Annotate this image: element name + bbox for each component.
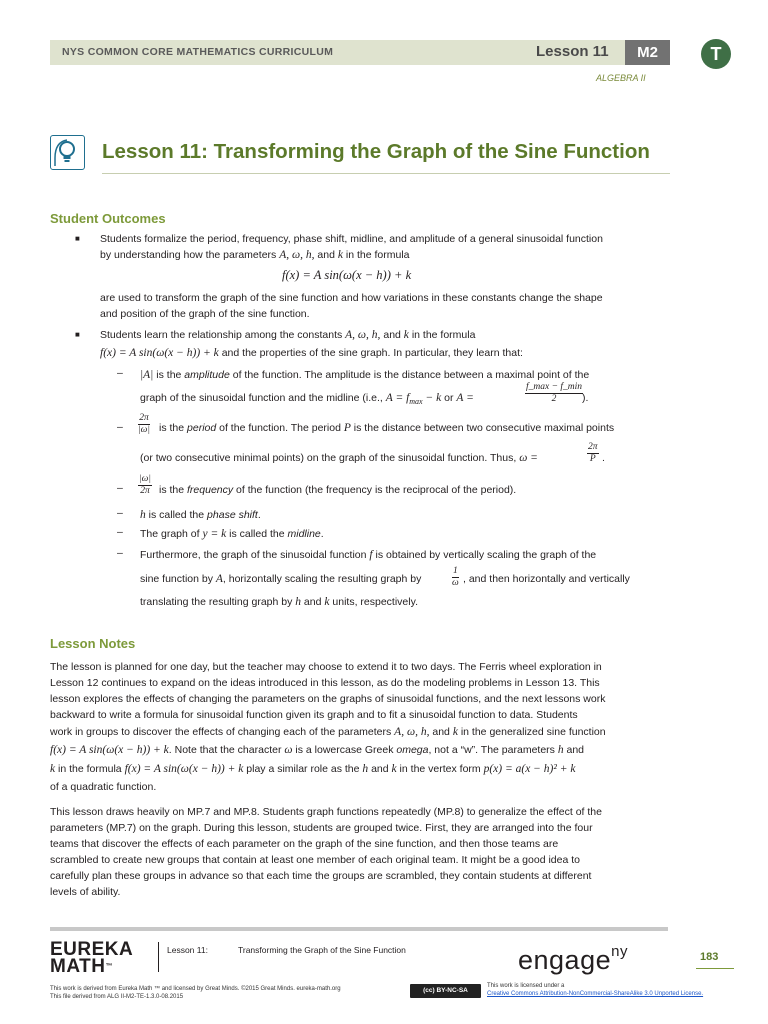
- engageny-logo: engage$^{ny}$: [518, 943, 628, 975]
- outcome-2-line-2: f(x) = A sin(ω(x − h)) + k and the properties of the sine graph. In particular, they learn that:: [100, 347, 523, 359]
- notes-p1-line-7: k in the formula f(x) = A sin(ω(x − h)) + k play a similar role as the h and k in the vertex form p(x) = a(x − h)² + k: [50, 763, 576, 775]
- midline-line: The graph of y = k is called the midline.: [140, 528, 324, 540]
- license-link[interactable]: Creative Commons Attribution-NonCommercial-ShareAlike 3.0 Unported License.: [487, 991, 704, 997]
- period-line-1: is the period of the function. The period P is the distance between two consecutive maximal points: [159, 422, 615, 434]
- title-rule: [102, 173, 670, 174]
- outcome-1-line-4: and position of the graph of the sine function.: [100, 308, 310, 320]
- notes-p1-line-5: work in groups to discover the effects of changing each of the parameters A, ω, h, and k in the generalized sine function: [50, 726, 606, 738]
- license-text: This work is licensed under a: [487, 983, 565, 989]
- page-number: 183: [700, 951, 719, 963]
- dash-marker: –: [117, 367, 123, 379]
- footer-legal-line-1: This work is derived from Eureka Math ™ and licensed by Great Minds. ©2015 Great Minds. eureka-math.org: [50, 986, 341, 992]
- frequency-line: is the frequency of the function (the frequency is the reciprocal of the period).: [159, 484, 517, 496]
- bullet-marker: ■: [75, 330, 80, 339]
- scaling-line-1: Furthermore, the graph of the sinusoidal function f is obtained by vertically scaling the graph of the: [140, 549, 597, 561]
- notes-p2-line-4: scrambled to create new groups that contain at least one member of each original team. It might be a good idea to: [50, 854, 580, 866]
- bullet-marker: ■: [75, 234, 80, 243]
- lesson-notes-heading: Lesson Notes: [50, 636, 136, 651]
- notes-p1-line-4: backward to write a formula for sinusoidal function given its graph and to fit a sinusoidal function to data. Students: [50, 709, 578, 721]
- scaling-line-2a: sine function by A, horizontally scaling the resulting graph by: [140, 573, 422, 585]
- scaling-line-3: translating the resulting graph by h and k units, respectively.: [140, 596, 418, 608]
- amplitude-line-2: graph of the sinusoidal function and the midline (i.e., $A = f_{max} - k$ or A =: [140, 392, 474, 407]
- amplitude-fraction: f_max − f_min 2: [526, 382, 583, 404]
- general-sine-formula: f(x) = A sin(ω(x − h)) + k: [282, 268, 412, 282]
- notes-p1-line-8: of a quadratic function.: [50, 781, 157, 793]
- lightbulb-icon: [50, 135, 85, 170]
- notes-p1-line-1: The lesson is planned for one day, but the teacher may choose to extend it to two days. The Ferris wheel exploration in: [50, 661, 602, 673]
- frequency-fraction: $\frac{|\omega|}{2\pi}$: [139, 474, 151, 496]
- page-number-rule: [696, 968, 734, 969]
- outcome-1-line-1: Students formalize the period, frequency, phase shift, midline, and amplitude of a general sinusoidal function: [100, 233, 603, 245]
- footer-lesson-label: Lesson 11:: [167, 945, 208, 955]
- notes-p1-line-2: Lesson 12 continues to expand on the ideas introduced in this lesson, as do the modeling problems in Lesson 13. This: [50, 677, 600, 689]
- student-outcomes-heading: Student Outcomes: [50, 211, 166, 226]
- period-fraction: $\frac{2\pi}{|\omega|}$: [138, 413, 150, 435]
- eureka-math-logo: EUREKA MATH™: [50, 939, 134, 977]
- lesson-label: Lesson 11: [536, 43, 609, 60]
- cc-license-icon: (cc) BY-NC-SA: [410, 984, 481, 998]
- page-title: Lesson 11: Transforming the Graph of the Sine Function: [102, 140, 650, 163]
- omega-fraction: $\frac{2\pi}{P}$: [588, 442, 598, 464]
- dash-marker: –: [117, 482, 123, 494]
- notes-p2-line-5: carefully plan these groups in advance so that each time the groups are scrambled, they contain students at different: [50, 870, 592, 882]
- notes-p1-line-3: lesson explores the effects of changing the parameters on the graphs of sinusoidal functions, and the next lessons work: [50, 693, 606, 705]
- amplitude-line-2-end: ).: [582, 392, 589, 404]
- dash-marker: –: [117, 421, 123, 433]
- notes-p2-line-3: teams that discover the effects of each parameter on the graph of the sine function, and then those teams are: [50, 838, 559, 850]
- amplitude-line-1: |A| is the amplitude of the function. The amplitude is the distance between a maximal point of the: [140, 369, 590, 381]
- period-line-2: (or two consecutive minimal points) on the graph of the sinusoidal function. Thus, ω =: [140, 452, 538, 464]
- outcome-2-line-1: Students learn the relationship among the constants A, ω, h, and k in the formula: [100, 329, 476, 341]
- footer-divider: [158, 942, 159, 972]
- dash-marker: –: [117, 547, 123, 559]
- notes-p2-line-1: This lesson draws heavily on MP.7 and MP.8. Students graph functions repeatedly (MP.8) to generalize the effect of the: [50, 806, 602, 818]
- phase-shift-line: h is called the phase shift.: [140, 509, 261, 521]
- scaling-line-2b: , and then horizontally and vertically: [463, 573, 630, 585]
- dash-marker: –: [117, 507, 123, 519]
- module-badge: M2: [625, 40, 670, 65]
- footer-lesson-title: Transforming the Graph of the Sine Function: [238, 945, 406, 955]
- footer-rule: [50, 927, 668, 931]
- notes-p1-line-6: f(x) = A sin(ω(x − h)) + k. Note that the character ω is a lowercase Greek omega, not a “w”. The parameters h and: [50, 744, 585, 756]
- period-line-2-end: .: [602, 452, 605, 464]
- notes-p2-line-2: parameters (MP.7) on the graph. During this lesson, students are grouped twice. First, they are arranged into the four: [50, 822, 593, 834]
- teacher-badge: T: [701, 39, 731, 69]
- outcome-1-line-3: are used to transform the graph of the sine function and how variations in these constants change the shape: [100, 292, 603, 304]
- notes-p2-line-6: levels of ability.: [50, 886, 121, 898]
- reciprocal-omega-fraction: $\frac{1}{\omega}$: [452, 566, 459, 588]
- curriculum-label: NYS COMMON CORE MATHEMATICS CURRICULUM: [62, 46, 334, 58]
- dash-marker: –: [117, 526, 123, 538]
- course-label: ALGEBRA II: [596, 73, 646, 83]
- outcome-1-line-2: by understanding how the parameters A, ω, h, and k in the formula: [100, 249, 410, 261]
- footer-legal-line-2: This file derived from ALG II-M2-TE-1.3.0-08.2015: [50, 994, 184, 1000]
